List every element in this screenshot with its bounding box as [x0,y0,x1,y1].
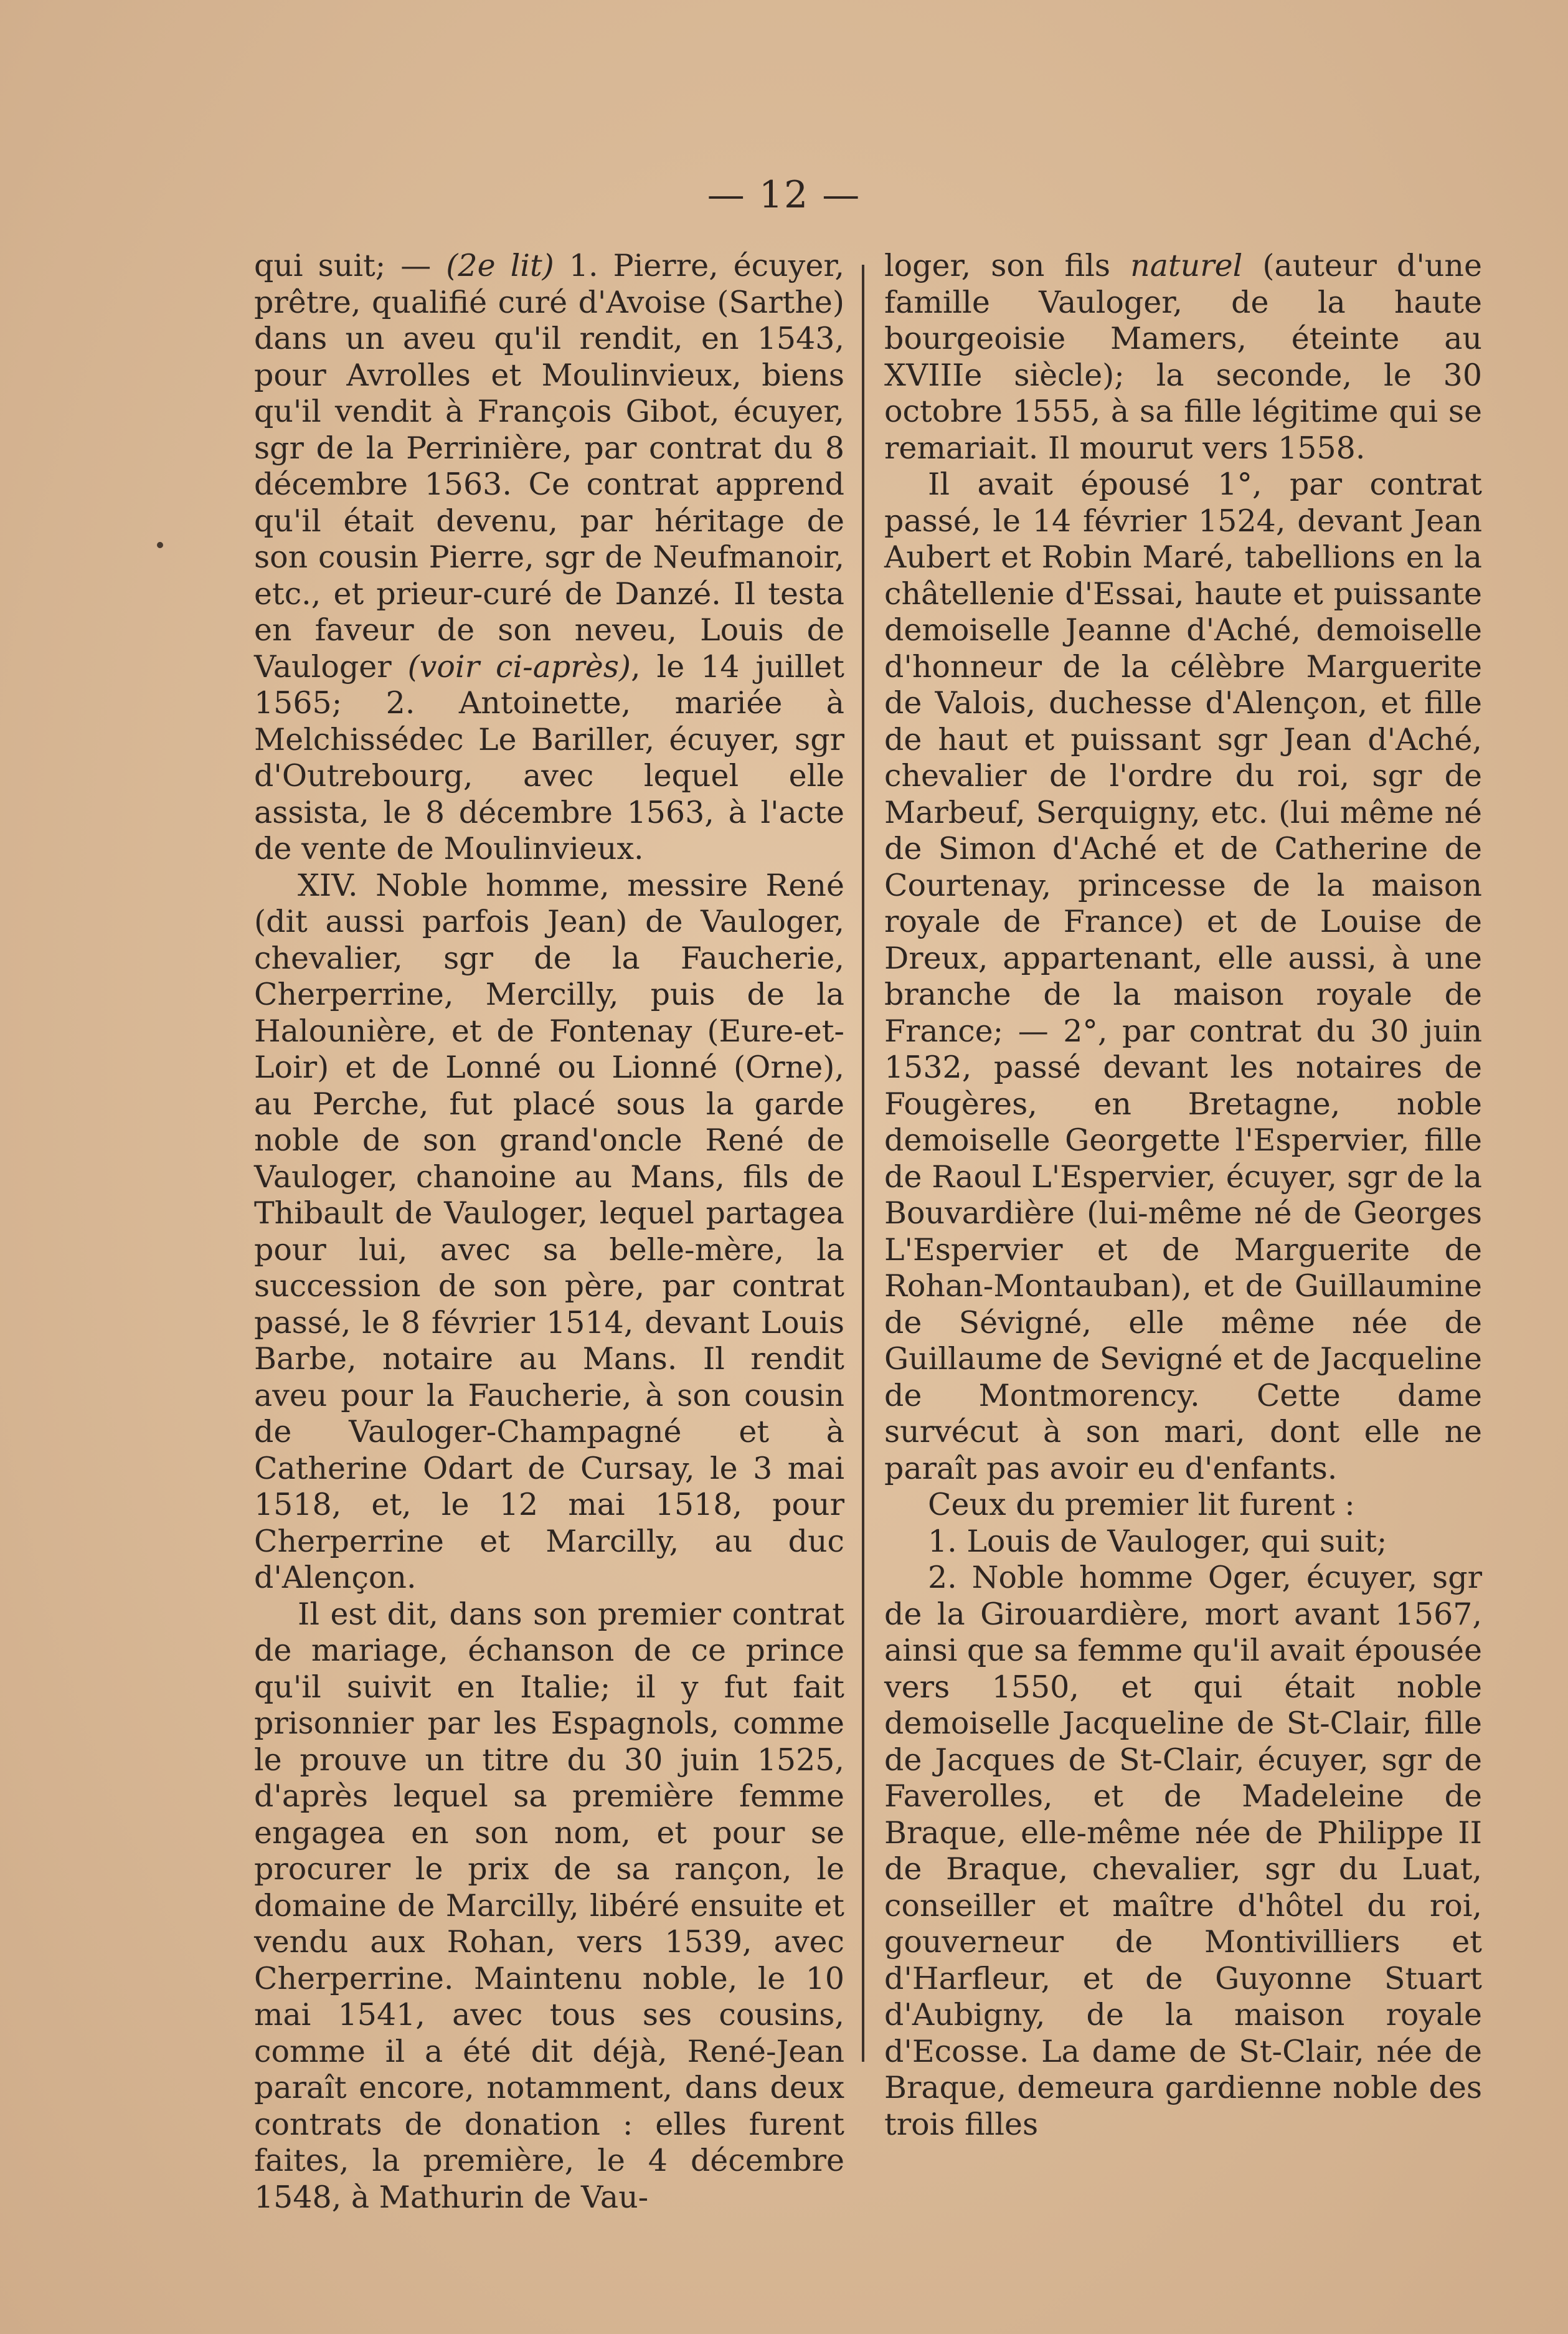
paragraph: qui suit; — (2e lit) 1. Pierre, écuyer, prêtre, qualifié curé d'Avoise (Sarthe) dans un aveu qu'il rendit, en 1543, pour Avrolles et Moulinvieux, biens qu'il vendit à François Gibot, écuyer, sgr de la Perrinière, par contrat du 8 décembre 1563. Ce contrat apprend qu'il était devenu, par héritage de son cousin Pierre, sgr de Neufmanoir, etc., et prieur-curé de Danzé. Il testa en faveur de son neveu, Louis de Vauloger (voir ci-après), le 14 juillet 1565; 2. Antoinette, mariée à Melchissédec Le Bariller, écuyer, sgr d'Outrebourg, avec lequel elle assista, le 8 décembre 1563, à l'acte de vente de Moulinvieux. [254,248,844,866]
paragraph: loger, son fils naturel (auteur d'une famille Vauloger, de la haute bourgeoisie Mamers, éteinte au XVIIIe siècle); la seconde, le 30 octobre 1555, à sa fille légitime qui se remariait. Il mourut vers 1558. [884,248,1482,466]
right-column [884,248,1482,2143]
paragraph: 1. Louis de Vauloger, qui suit; [928,1523,1387,1559]
paragraph: Il est dit, dans son premier contrat de mariage, échanson de ce prince qu'il suivit en Italie; il y fut fait prisonnier par les Espagnols, comme le prouve un titre du 30 juin 1525, d'après lequel sa première femme engagea en son nom, et pour se procurer le prix de sa rançon, le domaine de Marcilly, libéré ensuite et vendu aux Rohan, vers 1539, avec Cherperrine. Maintenu noble, le 10 mai 1541, avec tous ses cousins, comme il a été dit déjà, René-Jean paraît encore, notamment, dans deux contrats de donation : elles furent faites, la première, le 4 décembre 1548, à Mathurin de Vau- [254,1596,844,2215]
paragraph: XIV. Noble homme, messire René (dit aussi parfois Jean) de Vauloger, chevalier, sgr de la Faucherie, Cherperrine, Mercilly, puis de la Halounière, et de Fontenay (Eure-et-Loir) et de Lonné ou Lionné (Orne), au Perche, fut placé sous la garde noble de son grand'oncle René de Vauloger, chanoine au Mans, fils de Thibault de Vauloger, lequel partagea pour lui, avec sa belle-mère, la succession de son père, par contrat passé, le 8 février 1514, devant Louis Barbe, notaire au Mans. Il rendit aveu pour la Faucherie, à son cousin de Vauloger-Champagné et à Catherine Odart de Cursay, le 3 mai 1518, et, le 12 mai 1518, pour Cherperrine et Marcilly, au duc d'Alençon. [254,867,844,1595]
column-divider [862,265,864,2062]
paragraph: 2. Noble homme Oger, écuyer, sgr de la Girouardière, mort avant 1567, ainsi que sa femme qu'il avait épousée vers 1550, et qui était noble demoiselle Jacqueline de St-Clair, fille de Jacques de St-Clair, écuyer, sgr de Faverolles, et de Madeleine de Braque, elle-même née de Philippe II de Braque, chevalier, sgr du Luat, conseiller et maître d'hôtel du roi, gouverneur de Montivilliers et d'Harfleur, et de Guyonne Stuart d'Aubigny, de la maison royale d'Ecosse. La dame de St-Clair, née de Braque, demeura gardienne noble des trois filles [884,1560,1482,2142]
margin-mark [157,542,163,548]
paragraph: Ceux du premier lit furent : [928,1487,1355,1522]
left-column [254,248,844,2216]
paragraph: Il avait épousé 1°, par contrat passé, le 14 février 1524, devant Jean Aubert et Robin Maré, tabellions en la châtellenie d'Essai, haute et puissante demoiselle Jeanne d'Aché, demoiselle d'honneur de la célèbre Marguerite de Valois, duchesse d'Alençon, et fille de haut et puissant sgr Jean d'Aché, chevalier de l'ordre du roi, sgr de Marbeuf, Serquigny, etc. (lui même né de Simon d'Aché et de Catherine de Courtenay, princesse de la maison royale de France) et de Louise de Dreux, appartenant, elle aussi, à une branche de la maison royale de France; — 2°, par contrat du 30 juin 1532, passé devant les notaires de Fougères, en Bretagne, noble demoiselle Georgette l'Espervier, fille de Raoul L'Espervier, écuyer, sgr de la Bouvardière (lui-même né de Georges L'Espervier et de Marguerite de Rohan-Montauban), et de Guillaumine de Sévigné, elle même née de Guillaume de Sevigné et de Jacqueline de Montmorency. Cette dame survécut à son mari, dont elle ne paraît pas avoir eu d'enfants. [884,467,1482,1486]
page-number: — 12 — [707,173,861,217]
